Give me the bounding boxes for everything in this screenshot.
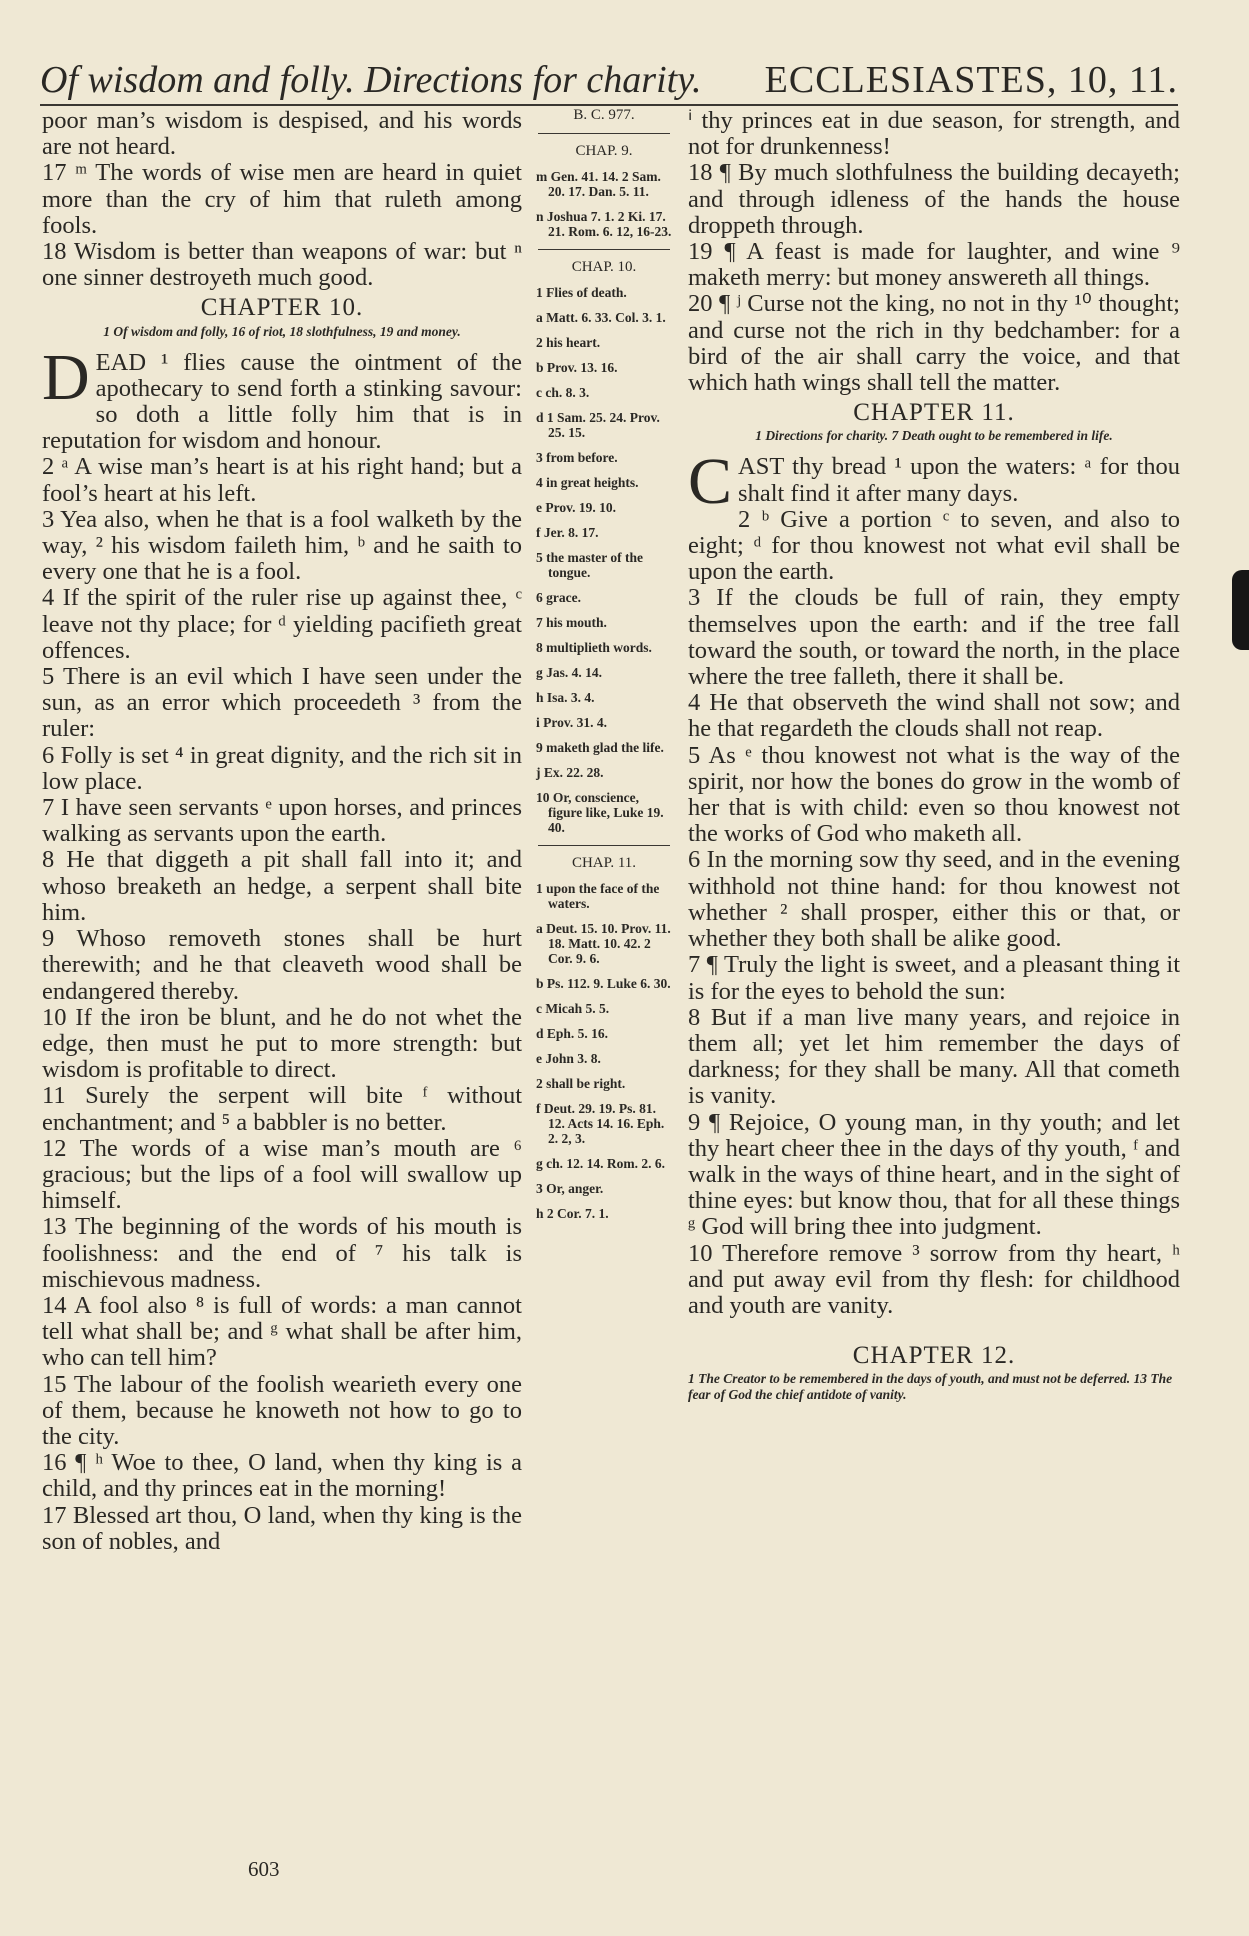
cross-reference: h 2 Cor. 7. 1. [536, 1206, 609, 1221]
verse-paragraph: 6 Folly is set ⁴ in great dignity, and the rich sit in low place. [42, 741, 522, 795]
cross-reference: d Eph. 5. 16. [536, 1026, 609, 1041]
cross-reference: 6 grace. [536, 590, 581, 605]
verse-paragraph: 3 If the clouds be full of rain, they empty themselves upon the earth: and if the tree fall toward the south, or toward the north, in the place where the tree falleth, there it shall be. [688, 584, 1180, 691]
cross-reference: 10 Or, conscience, figure like, Luke 19. 40. [536, 790, 664, 835]
cross-reference: 2 shall be right. [536, 1076, 626, 1091]
verse-paragraph: 17 Blessed art thou, O land, when thy king is the son of nobles, and [42, 1501, 522, 1555]
verse-paragraph: 2 ᵃ A wise man’s heart is at his right hand; but a fool’s heart at his left. [42, 453, 522, 507]
cross-reference: e John 3. 8. [536, 1051, 601, 1066]
cross-reference: h Isa. 3. 4. [536, 690, 595, 705]
verse-paragraph: 5 There is an evil which I have seen under the sun, as an error which proceedeth ³ from the ruler: [42, 663, 522, 743]
verse-paragraph: 4 He that observeth the wind shall not sow; and he that regardeth the clouds shall not reap. [688, 689, 1180, 743]
thumb-index-tab [1232, 570, 1249, 650]
ref-divider [538, 845, 670, 846]
drop-cap: D [42, 340, 90, 414]
cross-reference: n Joshua 7. 1. 2 Ki. 17. 21. Rom. 6. 12, 16-23. [536, 209, 672, 239]
cross-reference: 5 the master of the tongue. [536, 550, 643, 580]
cross-reference-column [534, 108, 674, 1231]
verse-paragraph: 9 ¶ Rejoice, O young man, in thy youth; and let thy heart cheer thee in the days of thy youth, ᶠ and walk in the ways of thine heart, and in the sight of thine eyes: but know thou, that for all these things ᵍ God will bring thee into judgment. [688, 1108, 1180, 1241]
running-header [40, 58, 1178, 110]
cross-reference: b Prov. 13. 16. [536, 360, 618, 375]
cross-reference: m Gen. 41. 14. 2 Sam. 20. 17. Dan. 5. 11. [536, 169, 661, 199]
header-rule [40, 104, 1178, 106]
chap-10-label: CHAP. 10. [571, 259, 637, 275]
chapter-12-heading: CHAPTER 12. [852, 1342, 1016, 1370]
verse-paragraph: 18 Wisdom is better than weapons of war: but ⁿ one sinner destroyeth much good. [42, 238, 522, 292]
cross-reference: 3 from before. [536, 450, 618, 465]
verse-paragraph: 16 ¶ ʰ Woe to thee, O land, when thy king is a child, and thy princes eat in the morning! [42, 1449, 522, 1503]
verse-paragraph: 3 Yea also, when he that is a fool walketh by the way, ² his wisdom faileth him, ᵇ and he saith to every one that he is a fool. [42, 505, 522, 586]
verse-paragraph: 15 The labour of the foolish wearieth every one of them, because he knoweth not how to go to the city. [42, 1370, 522, 1450]
cross-reference: j Ex. 22. 28. [536, 765, 604, 780]
verse-paragraph-first [42, 340, 522, 455]
verse-paragraph: 13 The beginning of the words of his mouth is foolishness: and the end of ⁷ his talk is mischievous madness. [42, 1213, 522, 1293]
left-text-column [42, 108, 522, 1555]
cross-reference: g ch. 12. 14. Rom. 2. 6. [536, 1156, 665, 1171]
verse-paragraph: 10 Therefore remove ³ sorrow from thy heart, ʰ and put away evil from thy flesh: for childhood and youth are vanity. [688, 1239, 1180, 1319]
header-book-reference: ECCLESIASTES, 10, 11. [764, 59, 1178, 101]
chap-11-label: CHAP. 11. [571, 855, 637, 871]
verse-paragraph-first [688, 445, 1180, 519]
verse-paragraph: 20 ¶ ʲ Curse not the king, no not in thy ¹⁰ thought; and curse not the rich in thy bedchamber: for a bird of the air shall carry the voice, and that which hath wings shall tell the matter. [688, 290, 1180, 397]
right-text-column [688, 108, 1180, 1413]
verse-paragraph: 8 He that diggeth a pit shall fall into it; and whoso breaketh an hedge, a serpent shall bite him. [42, 846, 522, 926]
chapter-12-summary: 1 The Creator to be remembered in the days of youth, and must not be deferred. 13 The fear of God the chief antidote of vanity. [688, 1371, 1173, 1403]
cross-reference: f Jer. 8. 17. [536, 525, 599, 540]
cross-reference: 4 in great heights. [536, 475, 639, 490]
chapter-10-summary: 1 Of wisdom and folly, 16 of riot, 18 slothfulness, 19 and money. [103, 323, 461, 339]
cross-reference: f Deut. 29. 19. Ps. 81. 12. Acts 14. 16. Eph. 2. 2, 3. [536, 1101, 665, 1146]
verse-paragraph: 14 A fool also ⁸ is full of words: a man cannot tell what shall be; and ᵍ what shall be after him, who can tell him? [42, 1291, 522, 1372]
verse-paragraph: 9 Whoso removeth stones shall be hurt therewith; and he that cleaveth wood shall be endangered thereby. [42, 925, 522, 1005]
ref-divider [538, 133, 670, 134]
verse-text: EAD ¹ flies cause the ointment of the apothecary to send forth a stinking savour: so doth a little folly him that is in reputation for wisdom and honour. [42, 348, 522, 455]
chapter-11-summary: 1 Directions for charity. 7 Death ought to be remembered in life. [755, 428, 1113, 444]
cross-reference: a Matt. 6. 33. Col. 3. 1. [536, 310, 666, 325]
cross-reference: c ch. 8. 3. [536, 385, 590, 400]
verse-paragraph: poor man’s wisdom is despised, and his words are not heard. [42, 107, 522, 161]
cross-reference: d 1 Sam. 25. 24. Prov. 25. 15. [536, 410, 660, 440]
chap-9-label: CHAP. 9. [575, 143, 633, 159]
cross-reference: c Micah 5. 5. [536, 1001, 610, 1016]
verse-paragraph: 17 ᵐ The words of wise men are heard in quiet more than the cry of him that ruleth among fools. [42, 159, 522, 239]
verse-paragraph: 8 But if a man live many years, and rejoice in them all; yet let him remember the days of darkness; for they shall be many. All that cometh is vanity. [688, 1003, 1180, 1110]
verse-paragraph: 4 If the spirit of the ruler rise up against thee, ᶜ leave not thy place; for ᵈ yielding pacifieth great offences. [42, 584, 522, 664]
cross-reference: 2 his heart. [536, 335, 601, 350]
date-note: B. C. 977. [573, 107, 635, 123]
cross-reference: 1 Flies of death. [536, 285, 627, 300]
verse-paragraph: 19 ¶ A feast is made for laughter, and wine ⁹ maketh merry: but money answereth all things. [688, 238, 1180, 292]
cross-reference: 7 his mouth. [536, 615, 607, 630]
verse-paragraph: 12 The words of a wise man’s mouth are ⁶ gracious; but the lips of a fool will swallow up himself. [42, 1134, 522, 1215]
cross-reference: a Deut. 15. 10. Prov. 11. 18. Matt. 10. 42. 2 Cor. 9. 6. [536, 921, 671, 966]
page-number: 603 [248, 1857, 280, 1881]
verse-paragraph: ⁱ thy princes eat in due season, for strength, and not for drunkenness! [688, 107, 1180, 161]
chapter-10-heading: CHAPTER 10. [200, 294, 364, 322]
verse-paragraph: 11 Surely the serpent will bite ᶠ without enchantment; and ⁵ a babbler is no better. [42, 1082, 522, 1136]
cross-reference: 3 Or, anger. [536, 1181, 604, 1196]
verse-paragraph: 2 ᵇ Give a portion ᶜ to seven, and also to eight; ᵈ for thou knowest not what evil shall be upon the earth. [688, 505, 1180, 586]
cross-reference: b Ps. 112. 9. Luke 6. 30. [536, 976, 671, 991]
cross-reference: 8 multiplieth words. [536, 640, 652, 655]
verse-paragraph: 18 ¶ By much slothfulness the building decayeth; and through idleness of the hands the house droppeth through. [688, 159, 1180, 239]
verse-paragraph: 7 ¶ Truly the light is sweet, and a pleasant thing it is for the eyes to behold the sun: [688, 951, 1180, 1005]
verse-text: AST thy bread ¹ upon the waters: ᵃ for thou shalt find it after many days. [738, 453, 1180, 507]
verse-paragraph: 6 In the morning sow thy seed, and in the evening withhold not thine hand: for thou knowest not whether ² shall prosper, either this or that, or whether they both shall be alike good. [688, 846, 1180, 953]
cross-reference: i Prov. 31. 4. [536, 715, 608, 730]
drop-cap: C [688, 445, 733, 519]
ref-divider [538, 249, 670, 250]
cross-reference: 9 maketh glad the life. [536, 740, 664, 755]
verse-paragraph: 10 If the iron be blunt, and he do not whet the edge, then must he put to more strength: but wisdom is profitable to direct. [42, 1003, 522, 1084]
header-left-title: Of wisdom and folly. Directions for charity. [40, 59, 702, 101]
cross-reference: g Jas. 4. 14. [536, 665, 603, 680]
cross-reference: 1 upon the face of the waters. [536, 881, 660, 911]
cross-reference: e Prov. 19. 10. [536, 500, 616, 515]
chapter-11-heading: CHAPTER 11. [853, 399, 1015, 427]
verse-paragraph: 5 As ᵉ thou knowest not what is the way of the spirit, nor how the bones do grow in the womb of her that is with child: even so thou knowest not the works of God who maketh all. [688, 741, 1180, 848]
verse-paragraph: 7 I have seen servants ᵉ upon horses, and princes walking as servants upon the earth. [42, 794, 522, 848]
